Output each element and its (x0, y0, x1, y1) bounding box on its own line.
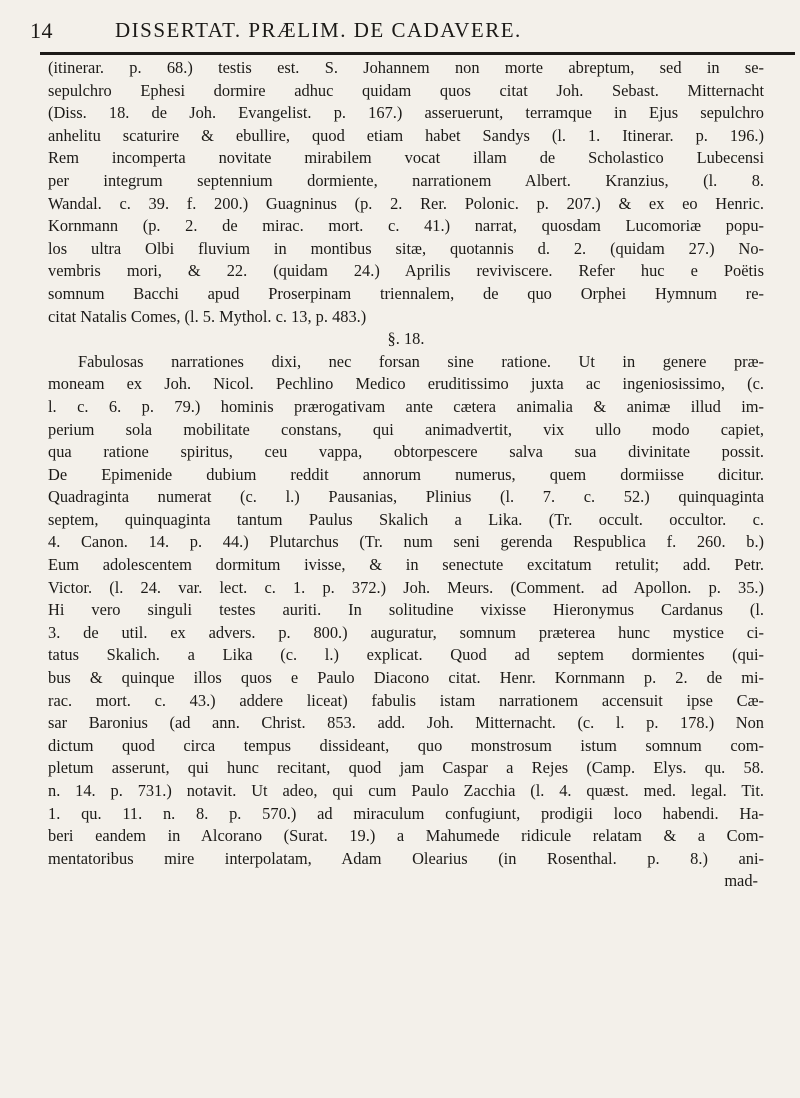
text-line: 3. de util. ex advers. p. 800.) auguratur, somnum præterea hunc mystice ci- (48, 622, 764, 642)
text-line: Wandal. c. 39. f. 200.) Guagninus (p. 2. Rer. Polonic. p. 207.) & ex eo Henric. (48, 193, 764, 213)
text-line: los ultra Olbi fluvium in montibus sitæ, quotannis d. 2. (quidam 27.) No- (48, 238, 764, 258)
text-line: anhelitu scaturire & ebullire, quod etiam habet Sandys (l. 1. Itinerar. p. 196.) (48, 125, 764, 145)
text-line: Fabulosas narrationes dixi, nec forsan sine ratione. Ut in genere præ- (78, 351, 764, 371)
text-line: qua ratione spiritus, ceu vappa, obtorpescere salva sua divinitate possit. (48, 442, 764, 462)
text-line: dictum quod circa tempus dissideant, quo monstrosum istum somnum com- (48, 735, 764, 755)
text-line: Hi vero singuli testes auriti. In solitudine vixisse Hieronymus Cardanus (l. (48, 600, 764, 620)
catchword: mad- (724, 871, 758, 891)
text-line: somnum Bacchi apud Proserpinam triennalem, de quo Orphei Hymnum re- (48, 283, 764, 303)
text-line: perium sola mobilitate constans, qui animadvertit, vix ullo modo capiet, (48, 419, 764, 439)
text-line: Victor. (l. 24. var. lect. c. 1. p. 372.) Joh. Meurs. (Comment. ad Apollon. p. 35.) (48, 577, 764, 597)
body-text (48, 57, 764, 893)
text-line: pletum asserunt, qui hunc recitant, quod jam Caspar a Rejes (Camp. Elys. qu. 58. (48, 758, 764, 778)
text-line: sar Baronius (ad ann. Christ. 853. add. Joh. Mitternacht. (c. l. p. 178.) Non (48, 713, 764, 733)
text-line: citat Natalis Comes, (l. 5. Mythol. c. 13, p. 483.) (48, 306, 367, 326)
page-number: 14 (30, 18, 53, 43)
text-line: mentatoribus mire interpolatam, Adam Olearius (in Rosenthal. p. 8.) ani- (48, 848, 764, 868)
text-line: per integrum septennium dormiente, narrationem Albert. Kranzius, (l. 8. (48, 170, 764, 190)
header-rule (40, 52, 795, 55)
section-number: §. 18. (387, 329, 425, 349)
text-line: De Epimenide dubium reddit annorum numerus, quem dormiisse dicitur. (48, 464, 764, 484)
text-line: Quadraginta numerat (c. l.) Pausanias, Plinius (l. 7. c. 52.) quinquaginta (48, 487, 764, 507)
text-line: Kornmann (p. 2. de mirac. mort. c. 41.) narrat, quosdam Lucomoriæ popu- (48, 216, 764, 236)
text-line: sepulchro Ephesi dormire adhuc quidam quos citat Joh. Sebast. Mitternacht (48, 80, 764, 100)
text-line: septem, quinquaginta tantum Paulus Skalich a Lika. (Tr. occult. occultor. c. (48, 509, 764, 529)
text-line: vembris mori, & 22. (quidam 24.) Aprilis reviviscere. Refer huc e Poëtis (48, 261, 764, 281)
text-line: rac. mort. c. 43.) addere liceat) fabulis istam narrationem accensuit ipse Cæ- (48, 690, 764, 710)
page-header (30, 12, 765, 52)
running-title: DISSERTAT. PRÆLIM. DE CADAVERE. (115, 18, 522, 42)
text-line: beri eandem in Alcorano (Surat. 19.) a Mahumede ridicule relatam & a Com- (48, 826, 764, 846)
text-line: (Diss. 18. de Joh. Evangelist. p. 167.) asseruerunt, terramque in Ejus sepulchro (48, 103, 764, 123)
text-line: moneam ex Joh. Nicol. Pechlino Medico eruditissimo juxta ac ingeniosissimo, (c. (48, 374, 764, 394)
text-line: (itinerar. p. 68.) testis est. S. Johannem non morte abreptum, sed in se- (48, 58, 764, 77)
text-line: 1. qu. 11. n. 8. p. 570.) ad miraculum confugiunt, prodigii loco habendi. Ha- (48, 803, 764, 823)
text-line: bus & quinque illos quos e Paulo Diacono citat. Henr. Kornmann p. 2. de mi- (48, 668, 764, 688)
text-line: l. c. 6. p. 79.) hominis prærogativam ante cætera animalia & animæ illud im- (48, 396, 764, 416)
text-line: Rem incomperta novitate mirabilem vocat illam de Scholastico Lubecensi (48, 148, 764, 168)
text-line: n. 14. p. 731.) notavit. Ut adeo, qui cum Paulo Zacchia (l. 4. quæst. med. legal. Tit. (48, 781, 764, 800)
text-line: 4. Canon. 14. p. 44.) Plutarchus (Tr. num seni gerenda Respublica f. 260. b.) (48, 532, 764, 552)
text-line: tatus Skalich. a Lika (c. l.) explicat. Quod ad septem dormientes (qui- (48, 645, 764, 665)
text-line: Eum adolescentem dormitum ivisse, & in senectute excitatum retulit; add. Petr. (48, 555, 764, 575)
